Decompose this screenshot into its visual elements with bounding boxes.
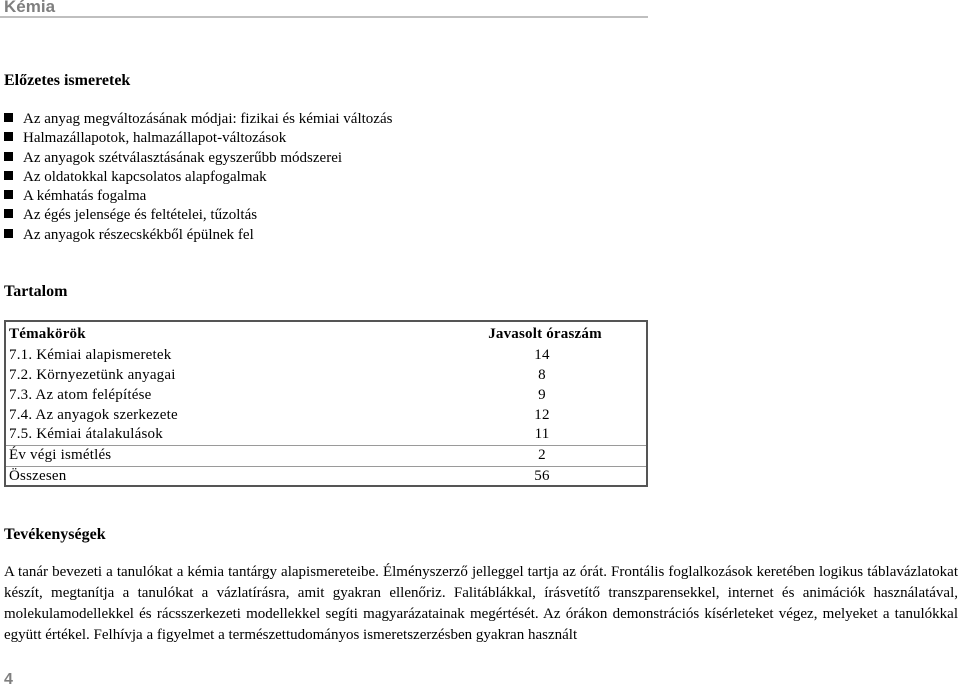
- table-row: [6, 365, 646, 386]
- list-item: Az anyagok részecskékből épülnek fel: [4, 226, 392, 245]
- activities-body: [4, 562, 958, 646]
- prerequisites-list: [4, 110, 392, 245]
- table-row: [6, 445, 646, 467]
- page-number: 4: [4, 671, 13, 688]
- table-row: [6, 424, 646, 446]
- table-header-row: [6, 324, 646, 345]
- list-item: Az anyag megváltozásának módjai: fizikai és kémiai változás: [4, 110, 392, 129]
- square-bullet-icon: [4, 171, 13, 180]
- topic-cell: 7.5. Kémiai átalakulások: [9, 426, 163, 442]
- contents-heading: Tartalom: [4, 283, 68, 300]
- column-header-hours: Javasolt óraszám: [488, 326, 602, 342]
- table-row: [6, 405, 646, 426]
- hours-cell: 12: [534, 407, 550, 423]
- topic-cell: Összesen: [9, 468, 67, 484]
- square-bullet-icon: [4, 209, 13, 218]
- hours-cell: 14: [534, 347, 550, 363]
- table-row: [6, 345, 646, 366]
- square-bullet-icon: [4, 190, 13, 199]
- column-header-topics: Témakörök: [9, 326, 86, 342]
- prerequisites-heading: Előzetes ismeretek: [4, 72, 131, 89]
- list-item: Az oldatokkal kapcsolatos alapfogalmak: [4, 168, 392, 187]
- contents-table: [4, 320, 648, 487]
- hours-cell: 56: [534, 468, 550, 484]
- activities-heading: Tevékenységek: [4, 526, 106, 543]
- topic-cell: 7.1. Kémiai alapismeretek: [9, 347, 172, 363]
- table-row: [6, 385, 646, 406]
- topic-cell: Év végi ismétlés: [9, 447, 112, 463]
- list-item: Az égés jelensége és feltételei, tűzoltás: [4, 206, 392, 225]
- list-item: A kémhatás fogalma: [4, 187, 392, 206]
- activities-paragraph: A tanár bevezeti a tanulókat a kémia tantárgy alapismereteibe. Élményszerző jelleggel tartja az órát. Frontális foglalkozások keretében logikus táblavázlatokat készít, megtanítja a tanulókat a vázlatírásra, amit gyakran ellenőriz. Falitáblákkal, írásvetítő transzparensekkel, internet és animációk használatával, molekulamodellekkel és rácsszerkezeti modellekkel segíti magyarázatainak megértését. Az órákon demonstrációs kísérleteket végez, melyeket a tanulókkal együtt értékel. Felhívja a figyelmet a természettudományos ismeretszerzésben gyakran használt: [4, 564, 958, 643]
- table-row-total: [6, 466, 646, 487]
- square-bullet-icon: [4, 152, 13, 161]
- list-item: Az anyagok szétválasztásának egyszerűbb módszerei: [4, 149, 392, 168]
- topic-cell: 7.4. Az anyagok szerkezete: [9, 407, 178, 423]
- list-item: Halmazállapotok, halmazállapot-változások: [4, 129, 392, 148]
- page-header-title: Kémia: [4, 0, 56, 16]
- hours-cell: 9: [538, 387, 546, 403]
- hours-cell: 2: [538, 447, 546, 463]
- square-bullet-icon: [4, 132, 13, 141]
- topic-cell: 7.3. Az atom felépítése: [9, 387, 152, 403]
- topic-cell: 7.2. Környezetünk anyagai: [9, 367, 176, 383]
- hours-cell: 8: [538, 367, 546, 383]
- hours-cell: 11: [534, 426, 550, 442]
- square-bullet-icon: [4, 229, 13, 238]
- header-divider: [0, 16, 648, 18]
- square-bullet-icon: [4, 113, 13, 122]
